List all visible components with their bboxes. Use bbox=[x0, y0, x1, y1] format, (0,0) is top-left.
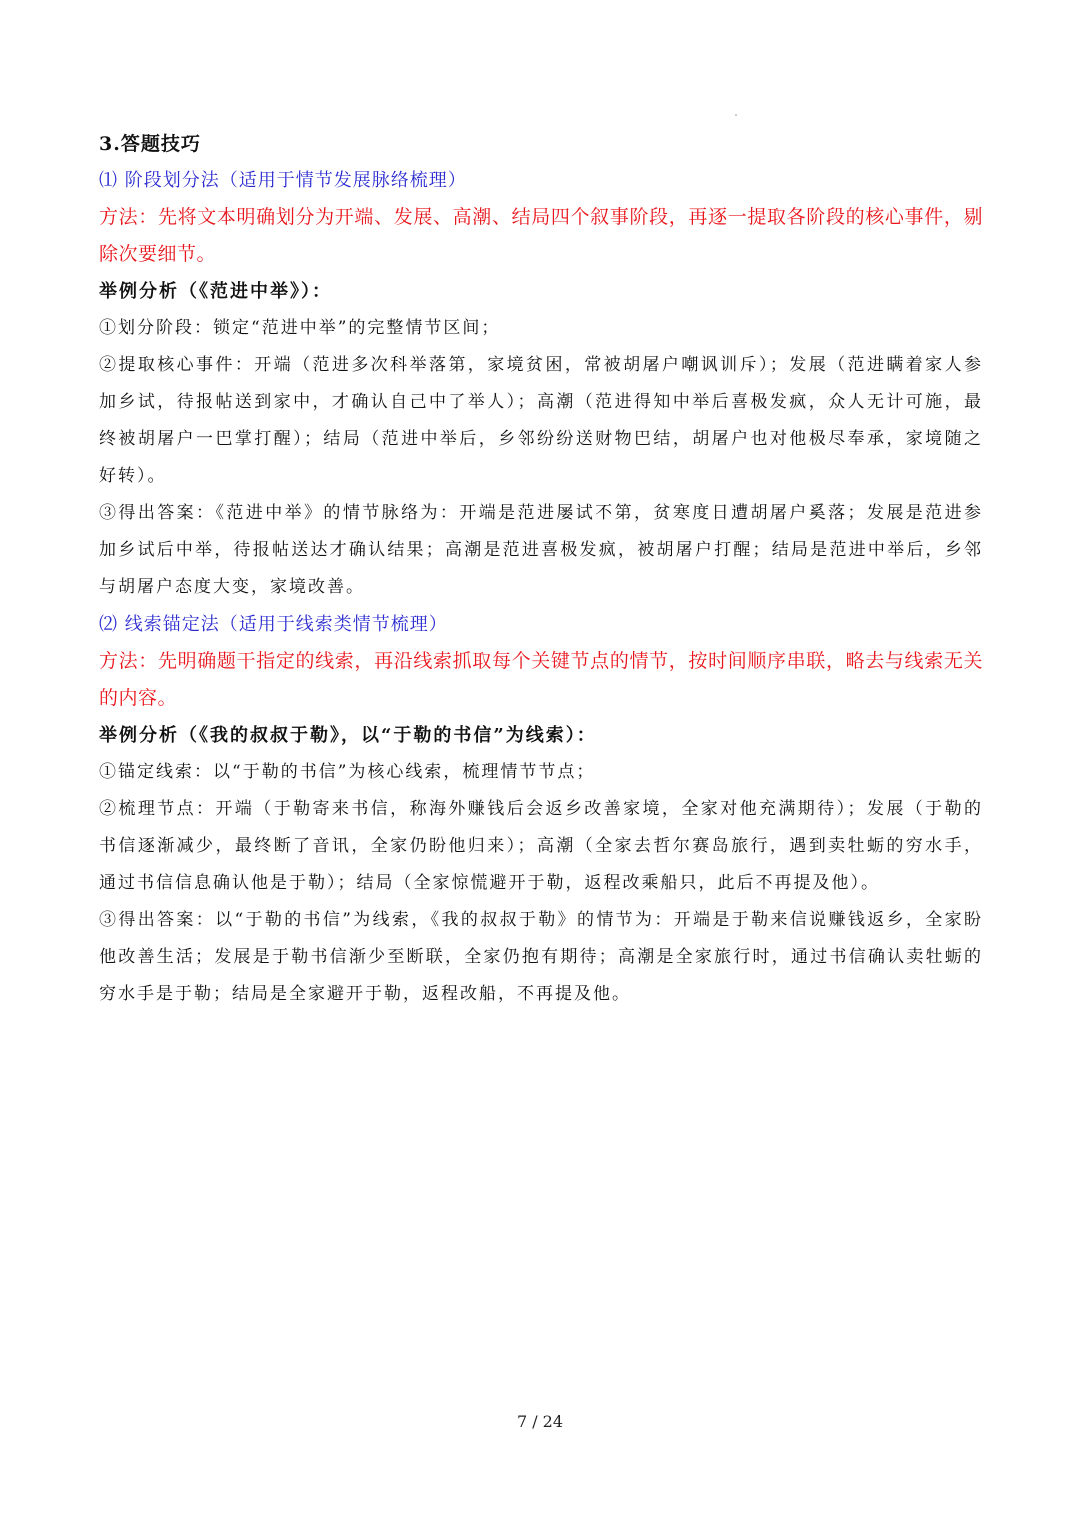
example-step-1: ①锚定线索：以“于勒的书信”为核心线索，梳理情节节点； bbox=[99, 762, 596, 782]
example-heading-fanjin: 举例分析（《范进中举》）： bbox=[99, 281, 332, 302]
example-step-2: ②提取核心事件：开端（范进多次科举落第，家境贫困，常被胡屠户嘲讽训斥）；发展（范进瞒着家人参加乡试，待报帖送到家中，才确认自己中了举人）；高潮（范进得知中举后喜极发疯，众人无计可施，最终被胡屠户一巴掌打醒）；结局（范进中举后，乡邻纷纷送财物巴结，胡屠户也对他极尽奉承，家境随之好转）。 bbox=[99, 355, 983, 486]
document-content bbox=[99, 128, 983, 1013]
sub-heading-clue-anchoring: ⑵ 线索锚定法（适用于线索类情节梳理） bbox=[99, 614, 448, 635]
method-stage-division: 方法：先将文本明确划分为开端、发展、高潮、结局四个叙事阶段，再逐一提取各阶段的核心事件，剔除次要细节。 bbox=[99, 206, 983, 265]
sub-heading-stage-division: ⑴ 阶段划分法（适用于情节发展脉络梳理） bbox=[99, 170, 467, 191]
page-speck bbox=[735, 114, 737, 116]
example-step-2: ②梳理节点：开端（于勒寄来书信，称海外赚钱后会返乡改善家境，全家对他充满期待）；发展（于勒的书信逐渐减少，最终断了音讯，全家仍盼他归来）；高潮（全家去哲尔赛岛旅行，遇到卖牡蛎的穷水手，通过书信信息确认他是于勒）；结局（全家惊慌避开于勒，返程改乘船只，此后不再提及他）。 bbox=[99, 799, 983, 893]
section-title: 3.答题技巧 bbox=[99, 133, 201, 155]
method-clue-anchoring: 方法：先明确题干指定的线索，再沿线索抓取每个关键节点的情节，按时间顺序串联，略去与线索无关的内容。 bbox=[99, 650, 983, 709]
example-heading-uncle-jules: 举例分析（《我的叔叔于勒》，以“于勒的书信”为线索）： bbox=[99, 725, 597, 746]
page-number: 7 / 24 bbox=[516, 1412, 564, 1431]
example-step-1: ①划分阶段：锁定“范进中举”的完整情节区间； bbox=[99, 318, 501, 338]
example-step-3: ③得出答案：以“于勒的书信”为线索，《我的叔叔于勒》的情节为：开端是于勒来信说赚钱返乡，全家盼他改善生活；发展是于勒书信渐少至断联，全家仍抱有期待；高潮是全家旅行时，通过书信确认卖牡蛎的穷水手是于勒；结局是全家避开于勒，返程改船，不再提及他。 bbox=[99, 910, 983, 1004]
example-step-3: ③得出答案：《范进中举》的情节脉络为：开端是范进屡试不第，贫寒度日遭胡屠户奚落；发展是范进参加乡试后中举，待报帖送达才确认结果；高潮是范进喜极发疯，被胡屠户打醒；结局是范进中举后，乡邻与胡屠户态度大变，家境改善。 bbox=[99, 503, 983, 597]
